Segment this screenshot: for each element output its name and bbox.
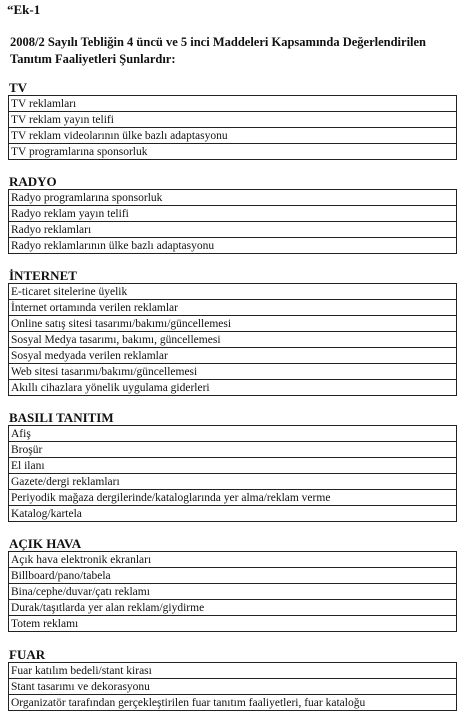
section-table	[8, 283, 457, 396]
table-cell: TV reklamları	[9, 96, 457, 112]
table-cell: Organizatör tarafından gerçekleştirilen fuar tanıtım faaliyetleri, fuar kataloğu	[9, 695, 457, 711]
table-row	[9, 284, 457, 300]
section-title: İNTERNET	[9, 268, 77, 283]
table-cell: Totem reklamı	[9, 616, 457, 632]
table-cell: TV reklam videolarının ülke bazlı adaptasyonu	[9, 128, 457, 144]
section-table	[8, 189, 457, 254]
table-row	[9, 380, 457, 396]
table-row	[9, 490, 457, 506]
table-cell: Bina/cephe/duvar/çatı reklamı	[9, 584, 457, 600]
table-row	[9, 222, 457, 238]
table-row	[9, 190, 457, 206]
table-row	[9, 584, 457, 600]
table-row	[9, 128, 457, 144]
table-cell: E-ticaret sitelerine üyelik	[9, 284, 457, 300]
table-row	[9, 552, 457, 568]
table-row	[9, 506, 457, 522]
section-internet	[8, 268, 457, 396]
section-table	[8, 95, 457, 160]
table-row	[9, 568, 457, 584]
table-cell: Radyo reklam yayın telifi	[9, 206, 457, 222]
table-cell: El ilanı	[9, 458, 457, 474]
section-tv	[8, 80, 457, 160]
table-row	[9, 300, 457, 316]
table-cell: Broşür	[9, 442, 457, 458]
table-row	[9, 695, 457, 711]
table-row	[9, 316, 457, 332]
table-cell: İnternet ortamında verilen reklamlar	[9, 300, 457, 316]
table-cell: Gazete/dergi reklamları	[9, 474, 457, 490]
table-row	[9, 332, 457, 348]
table-cell: TV reklam yayın telifi	[9, 112, 457, 128]
table-row	[9, 144, 457, 160]
table-row	[9, 426, 457, 442]
table-cell: Radyo reklamlarının ülke bazlı adaptasyonu	[9, 238, 457, 254]
table-row	[9, 679, 457, 695]
section-table	[8, 425, 457, 522]
table-row	[9, 474, 457, 490]
table-cell: Billboard/pano/tabela	[9, 568, 457, 584]
section-title: BASILI TANITIM	[9, 410, 114, 425]
table-row	[9, 96, 457, 112]
table-cell: Web sitesi tasarımı/bakımı/güncellemesi	[9, 364, 457, 380]
table-cell: Katalog/kartela	[9, 506, 457, 522]
section-table	[8, 551, 457, 632]
table-row	[9, 600, 457, 616]
table-row	[9, 616, 457, 632]
section-radyo	[8, 174, 457, 254]
document-heading: 2008/2 Sayılı Tebliğin 4 üncü ve 5 inci Maddeleri Kapsamında Değerlendirilen Tanıtım Faaliyetleri Şunlardır:	[10, 35, 427, 66]
table-row	[9, 364, 457, 380]
table-cell: Açık hava elektronik ekranları	[9, 552, 457, 568]
section-title: TV	[9, 80, 28, 95]
table-cell: Fuar katılım bedeli/stant kirası	[9, 663, 457, 679]
section-title: RADYO	[9, 174, 57, 189]
table-row	[9, 206, 457, 222]
table-cell: Sosyal Medya tasarımı, bakımı, güncellemesi	[9, 332, 457, 348]
table-cell: Stant tasarımı ve dekorasyonu	[9, 679, 457, 695]
section-basili-tanitim	[8, 410, 457, 522]
table-row	[9, 663, 457, 679]
section-table	[8, 662, 457, 711]
table-cell: Afiş	[9, 426, 457, 442]
section-title: AÇIK HAVA	[9, 536, 82, 551]
table-row	[9, 348, 457, 364]
section-acik-hava	[8, 536, 457, 632]
table-cell: Periyodik mağaza dergilerinde/kataloglarında yer alma/reklam verme	[9, 490, 457, 506]
table-row	[9, 442, 457, 458]
table-cell: Radyo programlarına sponsorluk	[9, 190, 457, 206]
table-cell: TV programlarına sponsorluk	[9, 144, 457, 160]
table-cell: Online satış sitesi tasarımı/bakımı/güncellemesi	[9, 316, 457, 332]
table-cell: Radyo reklamları	[9, 222, 457, 238]
table-cell: Durak/taşıtlarda yer alan reklam/giydirme	[9, 600, 457, 616]
table-row	[9, 458, 457, 474]
table-row	[9, 112, 457, 128]
table-cell: Akıllı cihazlara yönelik uygulama giderleri	[9, 380, 457, 396]
table-row	[9, 238, 457, 254]
section-title: FUAR	[9, 647, 46, 662]
table-cell: Sosyal medyada verilen reklamlar	[9, 348, 457, 364]
annex-label: “Ek-1	[7, 2, 41, 17]
section-fuar	[8, 647, 457, 711]
